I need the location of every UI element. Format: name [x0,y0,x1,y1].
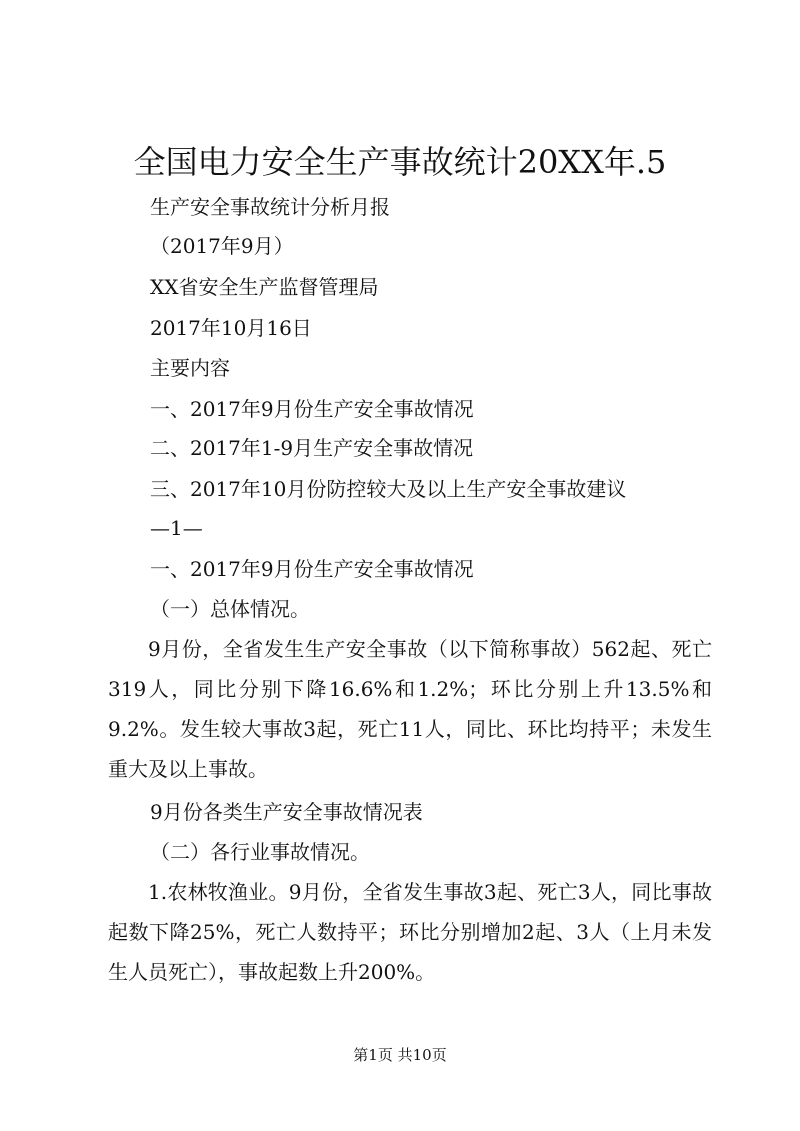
issuer: XX省安全生产监督管理局 [150,275,379,299]
subsection-heading: （一）总体情况。 [150,597,310,621]
section-heading: 一、2017年9月份生产安全事故情况 [150,557,474,581]
page-marker: —1— [150,516,203,540]
toc-heading: 主要内容 [150,356,230,380]
table-caption: 9月份各类生产安全事故情况表 [150,800,423,824]
toc-item: 一、2017年9月份生产安全事故情况 [150,397,474,421]
report-period: （2017年9月） [150,234,294,258]
paragraph: 1.农林牧渔业。9月份，全省发生事故3起、死亡3人，同比事故起数下降25%，死亡人数持平；环比分别增加2起、3人（上月未发生人员死亡），事故起数上升200%。 [108,880,712,984]
subsection-heading: （二）各行业事故情况。 [150,840,370,864]
paragraph: 9月份，全省发生生产安全事故（以下简称事故）562起、死亡319人，同比分别下降16.6%和1.2%；环比分别上升13.5%和9.2%。发生较大事故3起，死亡11人，同比、环比均持平；未发生重大及以上事故。 [108,637,712,781]
report-date: 2017年10月16日 [150,316,312,340]
toc-item: 二、2017年1-9月生产安全事故情况 [150,436,474,460]
report-name: 生产安全事故统计分析月报 [150,195,390,219]
page-footer: 第1页 共10页 [353,1046,447,1064]
toc-item: 三、2017年10月份防控较大及以上生产安全事故建议 [150,477,627,501]
document-title: 全国电力安全生产事故统计20XX年.5 [133,143,667,181]
